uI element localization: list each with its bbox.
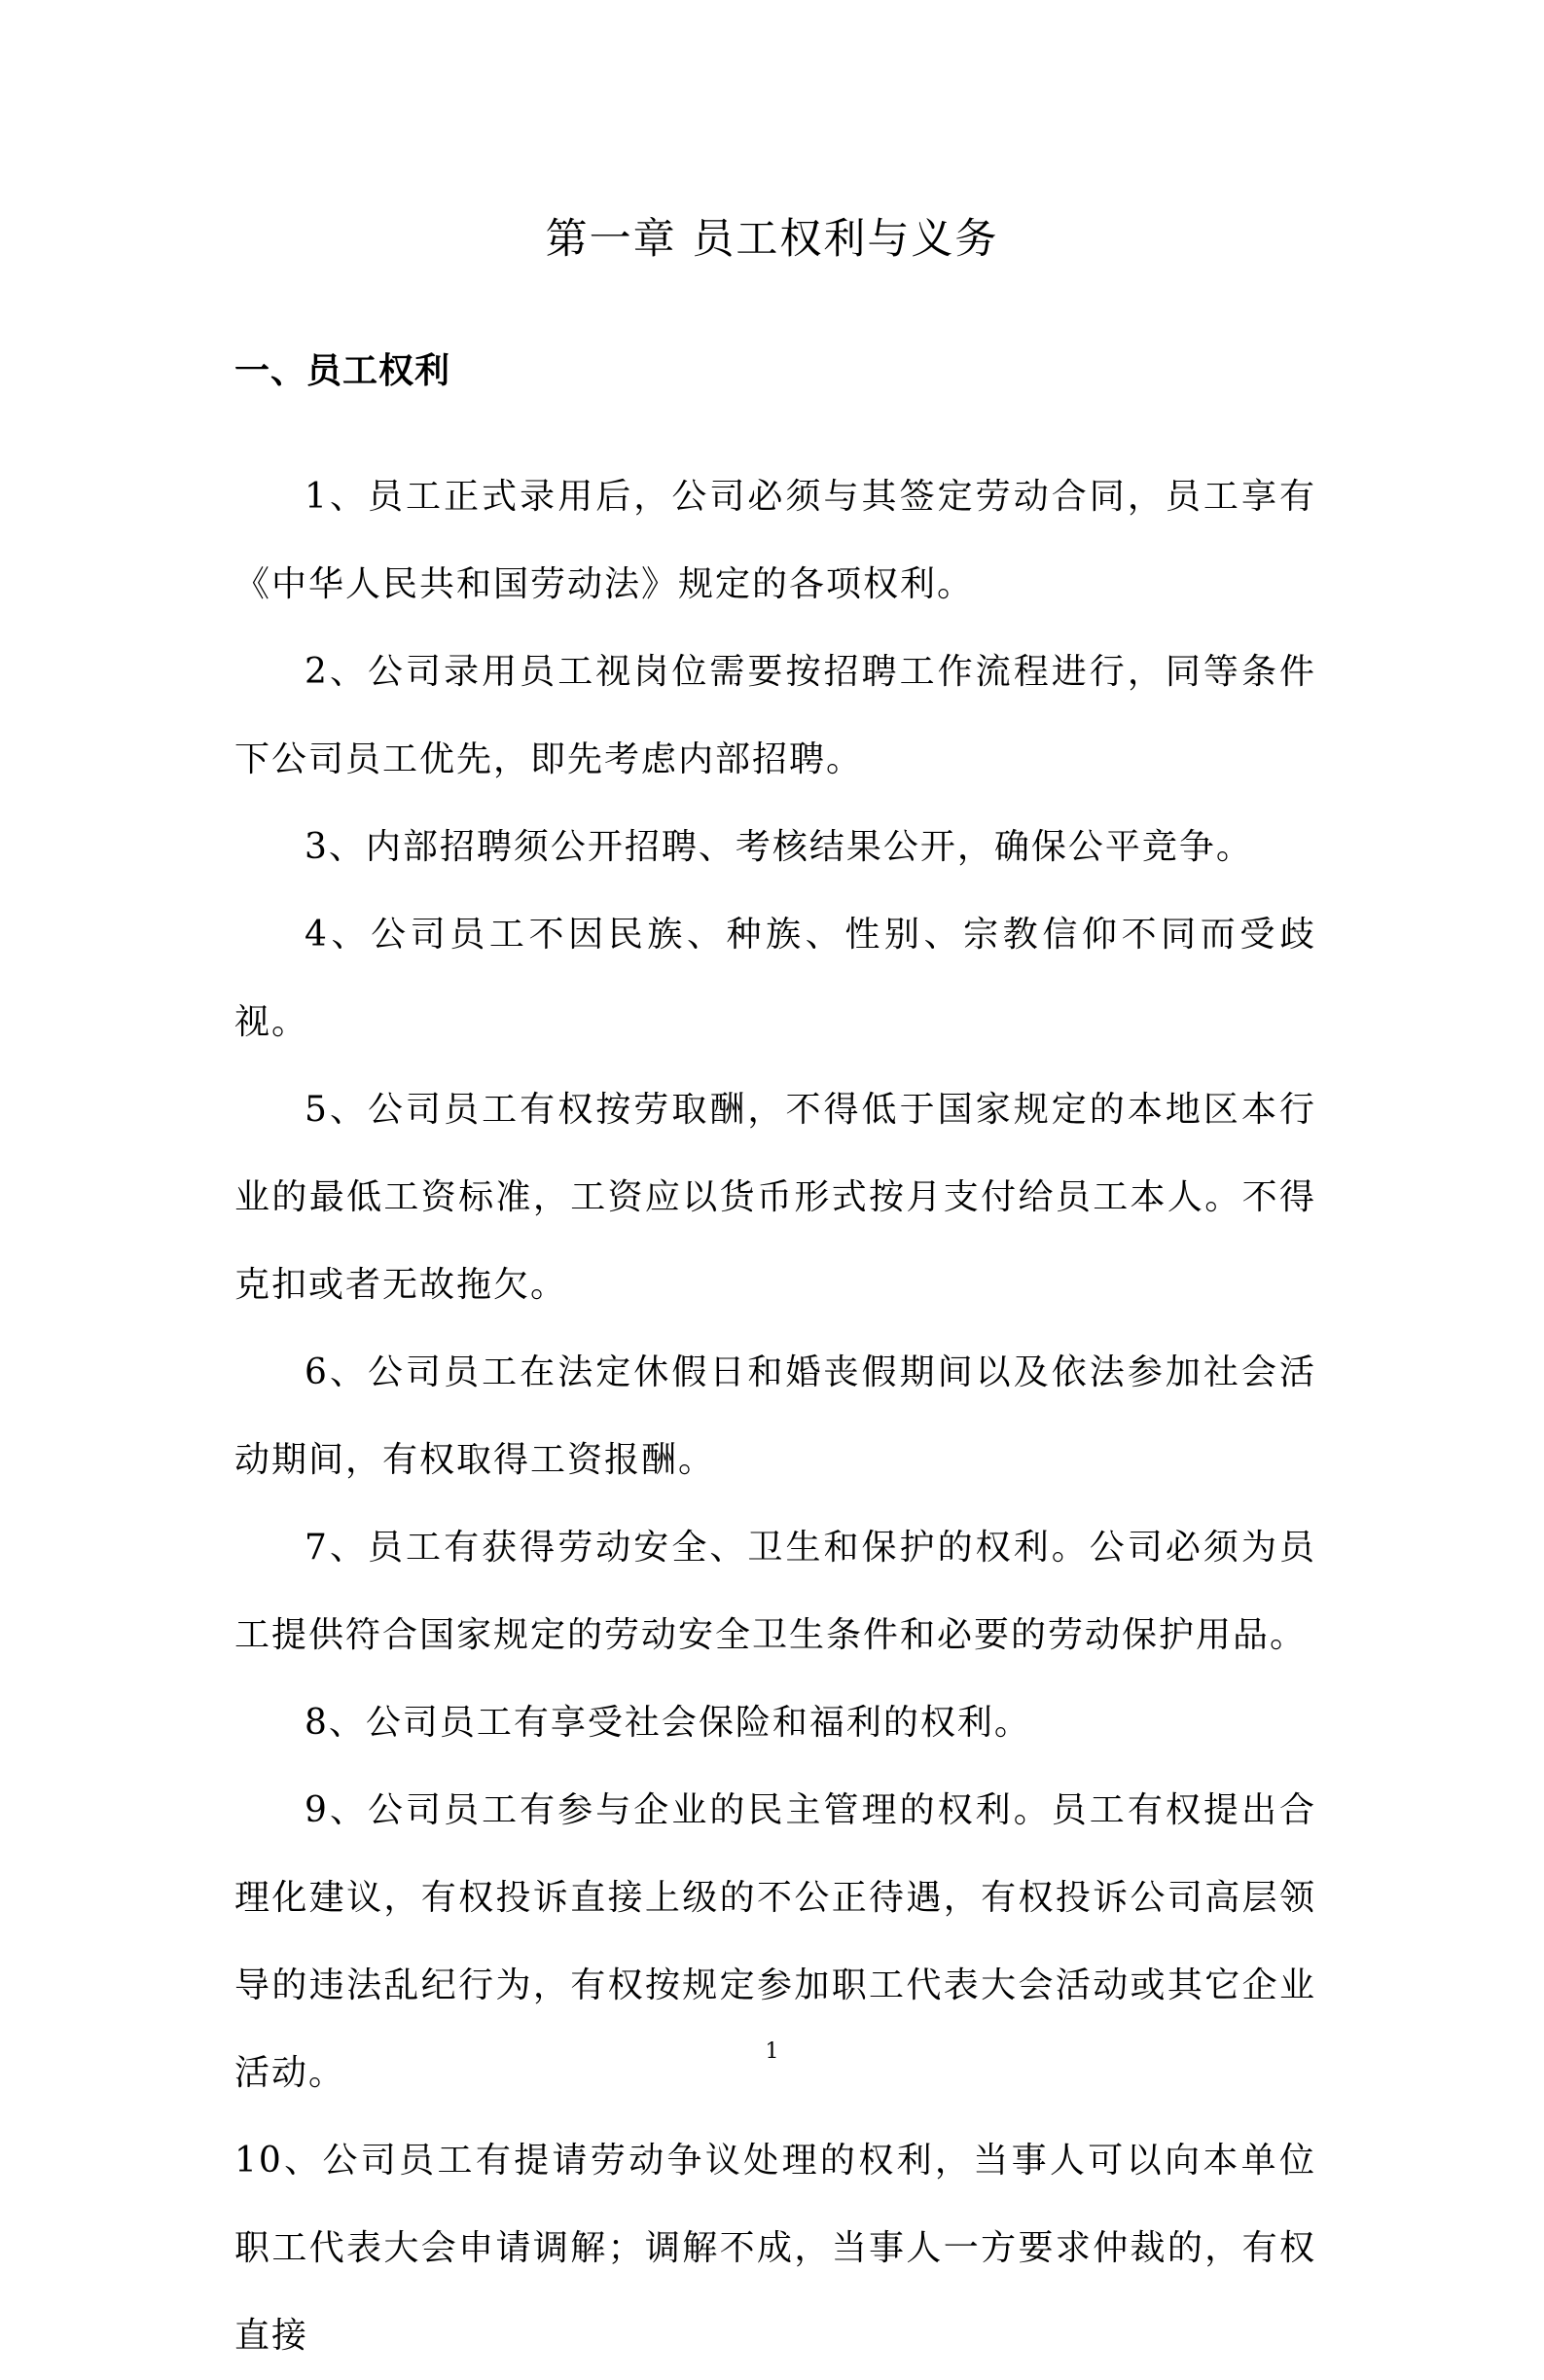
page-number: 1 — [765, 2039, 779, 2064]
paragraph-5: 5、公司员工有权按劳取酬，不得低于国家规定的本地区本行业的最低工资标准，工资应以货币形式按月支付给员工本人。不得克扣或者无故拖欠。 — [234, 1090, 1316, 1305]
body-text — [234, 453, 1316, 2380]
section-heading: 一、员工权利 — [234, 350, 451, 391]
paragraph-1: 1、员工正式录用后，公司必须与其签定劳动合同，员工享有《中华人民共和国劳动法》规定的各项权利。 — [234, 477, 1316, 604]
paragraph-9: 9、公司员工有参与企业的民主管理的权利。员工有权提出合理化建议，有权投诉直接上级的不公正待遇，有权投诉公司高层领导的违法乱纪行为，有权按规定参加职工代表大会活动或其它企业活动。 — [234, 1790, 1316, 2093]
paragraph-6: 6、公司员工在法定休假日和婚丧假期间以及依法参加社会活动期间，有权取得工资报酬。 — [234, 1352, 1316, 1480]
paragraph-3: 3、内部招聘须公开招聘、考核结果公开，确保公平竞争。 — [305, 827, 1253, 867]
paragraph-4: 4、公司员工不因民族、种族、性别、宗教信仰不同而受歧视。 — [234, 915, 1316, 1042]
paragraph-7: 7、员工有获得劳动安全、卫生和保护的权利。公司必须为员工提供符合国家规定的劳动安全卫生条件和必要的劳动保护用品。 — [234, 1528, 1316, 1655]
paragraph-2: 2、公司录用员工视岗位需要按招聘工作流程进行，同等条件下公司员工优先，即先考虑内部招聘。 — [234, 652, 1316, 779]
paragraph-8: 8、公司员工有享受社会保险和福利的权利。 — [305, 1703, 1031, 1743]
chapter-title: 第一章 员工权利与义务 — [545, 215, 999, 264]
paragraph-10: 10、公司员工有提请劳动争议处理的权利，当事人可以向本单位职工代表大会申请调解；调解不成，当事人一方要求仲裁的，有权直接 — [234, 2141, 1316, 2356]
